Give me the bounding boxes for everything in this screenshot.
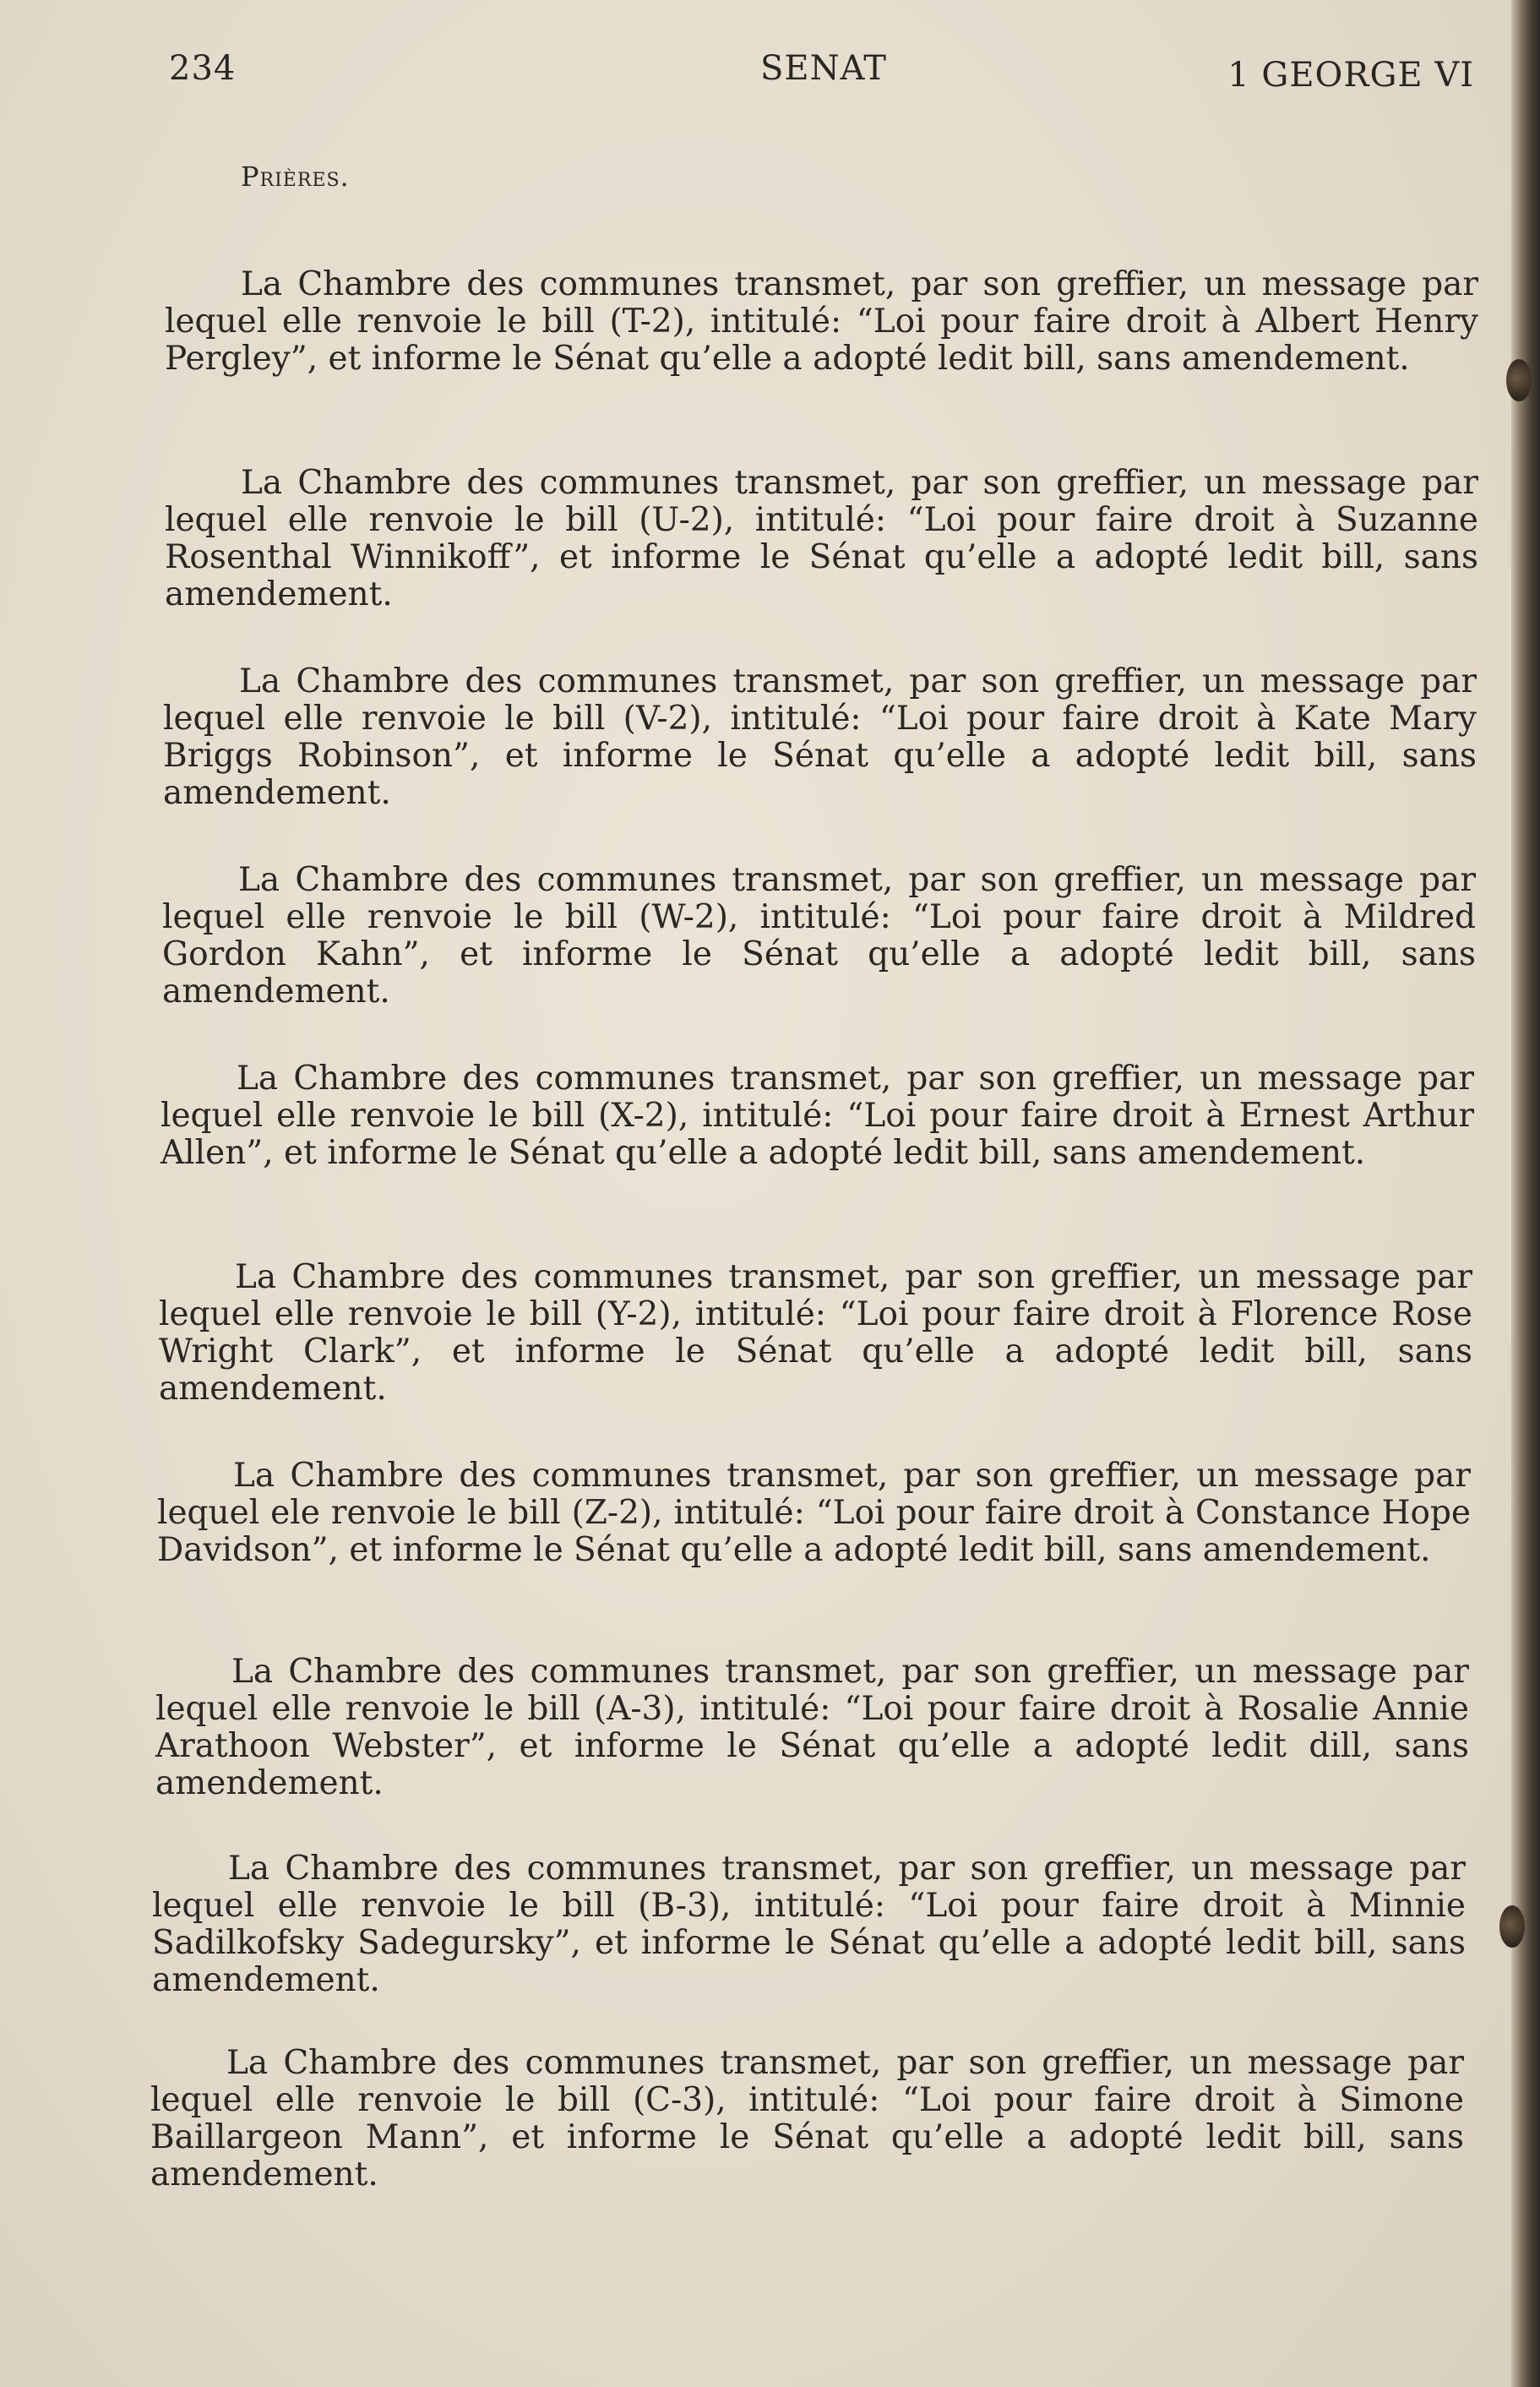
running-head — [169, 49, 1474, 100]
paragraph-10: La Chambre des communes transmet, par son greffier, un message par lequel elle renvoie le bill (C-3), intitulé: “Loi pour faire droit à Simone Baillargeon Mann”, et informe le Sénat qu’elle a adopté ledit bill, sans amendement. — [150, 2044, 1464, 2194]
paragraph-3: La Chambre des communes transmet, par son greffier, un message par lequel elle renvoie le bill (V-2), intitulé: “Loi pour faire droit à Kate Mary Briggs Robinson”, et informe le Sénat qu’elle a adopté ledit bill, sans amendement. — [163, 662, 1477, 812]
paragraph-8: La Chambre des communes transmet, par son greffier, un message par lequel elle renvoie le bill (A-3), intitulé: “Loi pour faire droit à Rosalie Annie Arathoon Webster”, et informe le Sénat qu’elle a adopté ledit dill, sans amendement. — [155, 1653, 1469, 1802]
paragraph-4: La Chambre des communes transmet, par son greffier, un message par lequel elle renvoie le bill (W-2), intitulé: “Loi pour faire droit à Mildred Gordon Kahn”, et informe le Sénat qu’elle a adopté ledit bill, sans amendement. — [162, 861, 1476, 1011]
book-spine-edge — [1511, 0, 1540, 2387]
paragraph-6: La Chambre des communes transmet, par son greffier, un message par lequel elle renvoie le bill (Y-2), intitulé: “Loi pour faire droit à Florence Rose Wright Clark”, et informe le Sénat qu’elle a adopté ledit bill, sans amendement. — [159, 1258, 1472, 1408]
running-head-center: SENAT — [760, 49, 887, 88]
paragraph-5: La Chambre des communes transmet, par son greffier, un message par lequel elle renvoie le bill (X-2), intitulé: “Loi pour faire droit à Ernest Arthur Allen”, et informe le Sénat qu’elle a adopté ledit bill, sans amendement. — [161, 1060, 1474, 1172]
paragraph-7: La Chambre des communes transmet, par son greffier, un message par lequel ele renvoie le bill (Z-2), intitulé: “Loi pour faire droit à Constance Hope Davidson”, et informe le Sénat qu’elle a adopté ledit bill, sans amendement. — [157, 1457, 1471, 1569]
binding-hole-bottom — [1499, 1905, 1525, 1948]
page-number: 234 — [169, 49, 237, 88]
paragraph-2: La Chambre des communes transmet, par son greffier, un message par lequel elle renvoie le bill (U-2), intitulé: “Loi pour faire droit à Suzanne Rosenthal Winnikoff”, et informe le Sénat qu’elle a adopté ledit bill, sans amendement. — [165, 464, 1478, 613]
binding-hole-top — [1506, 359, 1532, 401]
section-title: Prières. — [241, 161, 350, 193]
paragraph-9: La Chambre des communes transmet, par son greffier, un message par lequel elle renvoie le bill (B-3), intitulé: “Loi pour faire droit à Minnie Sadilkofsky Sadegursky”, et informe le Sénat qu’elle a adopté ledit bill, sans amendement. — [152, 1850, 1466, 1999]
running-head-right: 1 GEORGE VI — [1227, 56, 1474, 95]
paragraph-1: La Chambre des communes transmet, par son greffier, un message par lequel elle renvoie le bill (T-2), intitulé: “Loi pour faire droit à Albert Henry Pergley”, et informe le Sénat qu’elle a adopté ledit bill, sans amendement. — [165, 265, 1478, 378]
